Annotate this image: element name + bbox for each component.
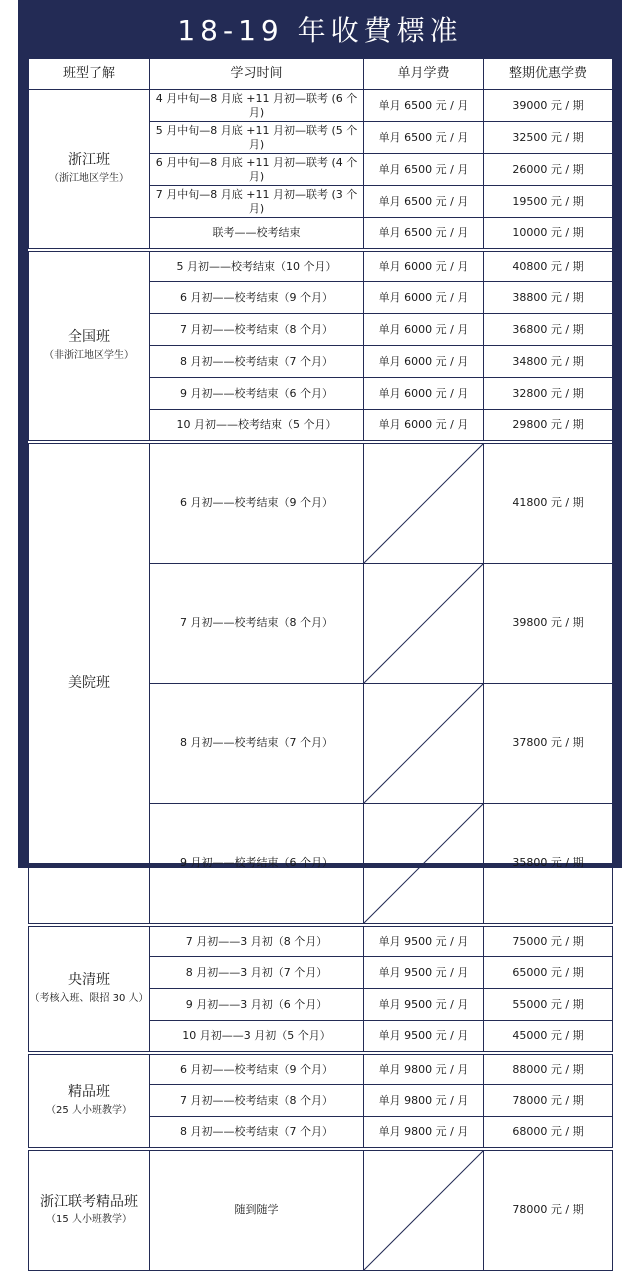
- table-row: [29, 250, 613, 282]
- study-time-cell: 5 月中旬—8 月底 +11 月初—联考 (5 个月): [150, 122, 364, 154]
- full-term-fee-cell: 65000 元 / 期: [484, 957, 613, 989]
- class-type-cell: [29, 442, 150, 925]
- monthly-fee-cell: 单月 6000 元 / 月: [364, 250, 484, 282]
- header-row: [29, 59, 613, 90]
- header-class-type: 班型了解: [29, 59, 150, 90]
- monthly-fee-cell: 单月 6500 元 / 月: [364, 90, 484, 122]
- header-study-time: 学习时间: [150, 59, 364, 90]
- full-term-fee-cell: 38800 元 / 期: [484, 282, 613, 314]
- study-time-cell: 随到随学: [150, 1149, 364, 1271]
- study-time-cell: 6 月中旬—8 月底 +11 月初—联考 (4 个月): [150, 154, 364, 186]
- study-time-cell: 6 月初——校考结束（9 个月）: [150, 1053, 364, 1085]
- class-note: （浙江地区学生）: [49, 173, 129, 185]
- class-note: （考核入班、限招 30 人）: [29, 992, 149, 1004]
- study-time-cell: 8 月初——校考结束（7 个月）: [150, 683, 364, 803]
- full-term-fee-cell: 32800 元 / 期: [484, 378, 613, 410]
- fee-table: [28, 58, 613, 1271]
- full-term-fee-cell: 78000 元 / 期: [484, 1149, 613, 1271]
- full-term-fee-cell: 34800 元 / 期: [484, 346, 613, 378]
- slash-line: [364, 684, 483, 803]
- study-time-cell: 7 月初——校考结束（8 个月）: [150, 314, 364, 346]
- monthly-fee-cell: 单月 9500 元 / 月: [364, 1021, 484, 1053]
- full-term-fee-cell: 36800 元 / 期: [484, 314, 613, 346]
- full-term-fee-cell: 19500 元 / 期: [484, 186, 613, 218]
- full-term-fee-cell: 41800 元 / 期: [484, 442, 613, 564]
- class-type-cell: [29, 90, 150, 250]
- not-applicable-slash: [364, 804, 483, 923]
- monthly-fee-cell: 单月 9500 元 / 月: [364, 925, 484, 957]
- slash-line: [364, 1151, 483, 1270]
- monthly-fee-cell: 单月 9500 元 / 月: [364, 957, 484, 989]
- full-term-fee-cell: 32500 元 / 期: [484, 122, 613, 154]
- monthly-fee-cell: [364, 442, 484, 564]
- class-type-cell: [29, 1053, 150, 1149]
- monthly-fee-cell: 单月 9800 元 / 月: [364, 1085, 484, 1117]
- monthly-fee-cell: 单月 9800 元 / 月: [364, 1053, 484, 1085]
- monthly-fee-cell: [364, 803, 484, 925]
- not-applicable-slash: [364, 1151, 483, 1270]
- monthly-fee-cell: 单月 6000 元 / 月: [364, 346, 484, 378]
- class-note: （25 人小班教学）: [46, 1104, 132, 1116]
- study-time-cell: 9 月初——3 月初（6 个月）: [150, 989, 364, 1021]
- table-row: [29, 1053, 613, 1085]
- table-row: [29, 925, 613, 957]
- full-term-fee-cell: 55000 元 / 期: [484, 989, 613, 1021]
- class-name: 浙江联考精品班: [40, 1193, 138, 1210]
- study-time-cell: 7 月初——校考结束（8 个月）: [150, 1085, 364, 1117]
- monthly-fee-cell: 单月 6500 元 / 月: [364, 122, 484, 154]
- monthly-fee-cell: 单月 6000 元 / 月: [364, 410, 484, 442]
- full-term-fee-cell: 40800 元 / 期: [484, 250, 613, 282]
- monthly-fee-cell: 单月 6500 元 / 月: [364, 154, 484, 186]
- class-note: （15 人小班教学）: [46, 1214, 132, 1226]
- monthly-fee-cell: 单月 6000 元 / 月: [364, 282, 484, 314]
- full-term-fee-cell: 45000 元 / 期: [484, 1021, 613, 1053]
- study-time-cell: 9 月初——校考结束（6 个月）: [150, 803, 364, 925]
- full-term-fee-cell: 39000 元 / 期: [484, 90, 613, 122]
- page-frame: [18, 0, 622, 1226]
- full-term-fee-cell: 68000 元 / 期: [484, 1117, 613, 1149]
- study-time-cell: 8 月初——校考结束（7 个月）: [150, 346, 364, 378]
- not-applicable-slash: [364, 444, 483, 563]
- study-time-cell: 7 月初——3 月初（8 个月）: [150, 925, 364, 957]
- fee-sheet: [28, 58, 612, 1226]
- class-name: 美院班: [68, 674, 110, 691]
- full-term-fee-cell: 10000 元 / 期: [484, 218, 613, 250]
- monthly-fee-cell: [364, 1149, 484, 1271]
- header-monthly-fee: 单月学费: [364, 59, 484, 90]
- study-time-cell: 联考——校考结束: [150, 218, 364, 250]
- class-type-cell: [29, 250, 150, 442]
- full-term-fee-cell: 88000 元 / 期: [484, 1053, 613, 1085]
- slash-line: [364, 444, 483, 563]
- table-row: [29, 1149, 613, 1271]
- class-note: （非浙江地区学生）: [44, 349, 134, 361]
- class-name: 央清班: [68, 972, 110, 989]
- full-term-fee-cell: 29800 元 / 期: [484, 410, 613, 442]
- full-term-fee-cell: 78000 元 / 期: [484, 1085, 613, 1117]
- monthly-fee-cell: 单月 9800 元 / 月: [364, 1117, 484, 1149]
- slash-line: [364, 564, 483, 683]
- study-time-cell: 7 月初——校考结束（8 个月）: [150, 563, 364, 683]
- not-applicable-slash: [364, 684, 483, 803]
- study-time-cell: 8 月初——校考结束（7 个月）: [150, 1117, 364, 1149]
- page-title: 18-19 年收費標准: [177, 14, 463, 47]
- study-time-cell: 10 月初——校考结束（5 个月）: [150, 410, 364, 442]
- full-term-fee-cell: 37800 元 / 期: [484, 683, 613, 803]
- table-row: [29, 442, 613, 564]
- study-time-cell: 6 月初——校考结束（9 个月）: [150, 282, 364, 314]
- class-type-cell: [29, 925, 150, 1053]
- monthly-fee-cell: 单月 6500 元 / 月: [364, 218, 484, 250]
- class-name: 精品班: [68, 1084, 110, 1101]
- header-full-term-fee: 整期优惠学费: [484, 59, 613, 90]
- study-time-cell: 10 月初——3 月初（5 个月）: [150, 1021, 364, 1053]
- study-time-cell: 8 月初——3 月初（7 个月）: [150, 957, 364, 989]
- study-time-cell: 6 月初——校考结束（9 个月）: [150, 442, 364, 564]
- study-time-cell: 7 月中旬—8 月底 +11 月初—联考 (3 个月): [150, 186, 364, 218]
- full-term-fee-cell: 39800 元 / 期: [484, 563, 613, 683]
- class-name: 浙江班: [68, 152, 110, 169]
- class-name: 全国班: [68, 329, 110, 346]
- not-applicable-slash: [364, 564, 483, 683]
- study-time-cell: 5 月初——校考结束（10 个月）: [150, 250, 364, 282]
- monthly-fee-cell: [364, 683, 484, 803]
- monthly-fee-cell: 单月 6500 元 / 月: [364, 186, 484, 218]
- slash-line: [364, 804, 483, 923]
- table-row: [29, 90, 613, 122]
- monthly-fee-cell: [364, 563, 484, 683]
- full-term-fee-cell: 75000 元 / 期: [484, 925, 613, 957]
- study-time-cell: 9 月初——校考结束（6 个月）: [150, 378, 364, 410]
- class-type-cell: [29, 1149, 150, 1271]
- monthly-fee-cell: 单月 6000 元 / 月: [364, 314, 484, 346]
- monthly-fee-cell: 单月 9500 元 / 月: [364, 989, 484, 1021]
- full-term-fee-cell: 35800 元 / 期: [484, 803, 613, 925]
- full-term-fee-cell: 26000 元 / 期: [484, 154, 613, 186]
- study-time-cell: 4 月中旬—8 月底 +11 月初—联考 (6 个月): [150, 90, 364, 122]
- monthly-fee-cell: 单月 6000 元 / 月: [364, 378, 484, 410]
